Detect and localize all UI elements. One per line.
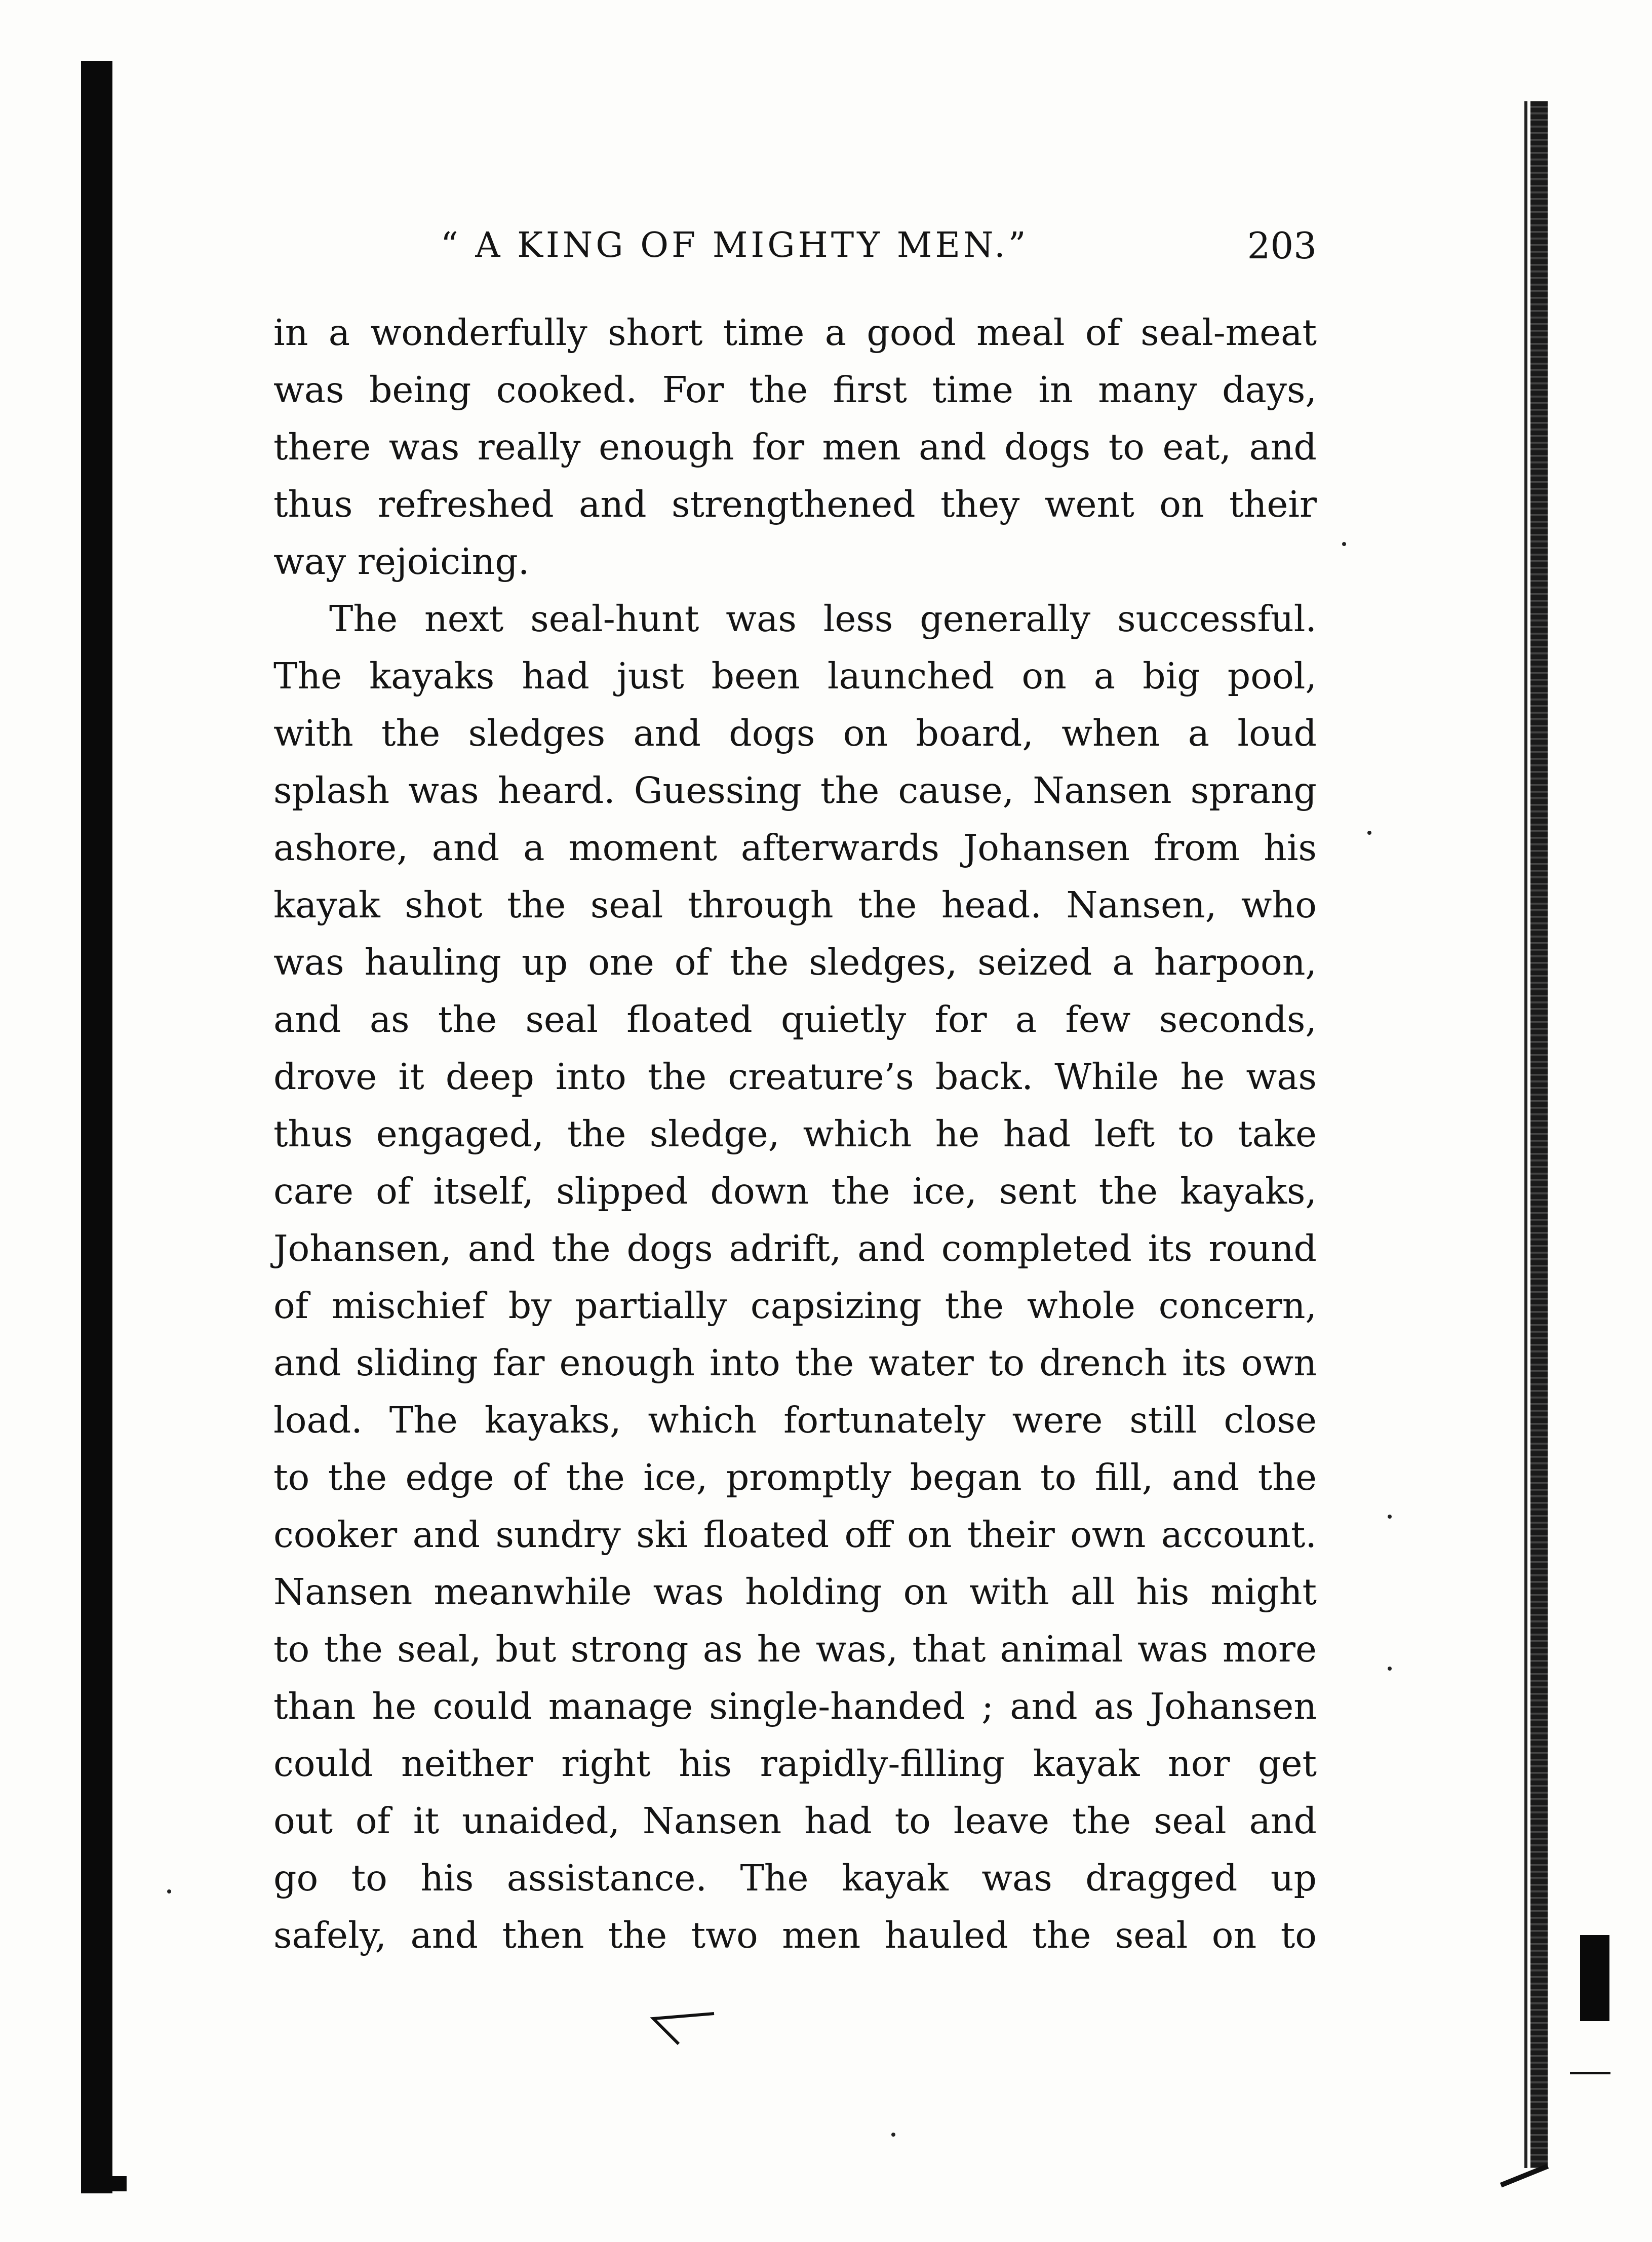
text-line: drove it deep into the creature’s back. While he was	[273, 1056, 1317, 1098]
text-line: cooker and sundry ski floated off on their own account.	[273, 1514, 1317, 1556]
text-line: could neither right his rapidly-filling kayak nor get	[273, 1743, 1317, 1785]
page-edge-texture-right	[1530, 101, 1548, 2168]
print-speck	[1388, 1515, 1392, 1519]
text-line: of mischief by partially capsizing the whole concern,	[273, 1285, 1317, 1327]
running-head-title: “ A KING OF MIGHTY MEN.”	[441, 225, 1029, 265]
running-header	[273, 223, 1317, 268]
binding-shadow-foot	[81, 2176, 127, 2191]
text-line: splash was heard. Guessing the cause, Nansen sprang	[273, 769, 1317, 811]
print-speck	[891, 2133, 895, 2137]
text-line: was being cooked. For the first time in many days,	[273, 369, 1317, 411]
print-speck	[167, 1889, 171, 1893]
text-line: there was really enough for men and dogs to eat, and	[273, 426, 1317, 468]
print-speck	[1342, 542, 1346, 546]
page-edge-stub-right	[1580, 1935, 1609, 2021]
binding-shadow-left	[81, 61, 112, 2193]
text-line: kayak shot the seal through the head. Nansen, who	[273, 884, 1317, 926]
text-line: to the edge of the ice, promptly began to fill, and the	[273, 1456, 1317, 1498]
pencil-caret-mark	[643, 2003, 719, 2049]
text-line: Nansen meanwhile was holding on with all his might	[273, 1571, 1317, 1613]
body-text	[273, 304, 1317, 1964]
text-line: in a wonderfully short time a good meal of seal-meat	[273, 312, 1317, 354]
text-line: out of it unaided, Nansen had to leave the seal and	[273, 1800, 1317, 1842]
text-line: ashore, and a moment afterwards Johansen from his	[273, 827, 1317, 869]
print-speck	[1367, 831, 1371, 835]
page-edge-rule-right	[1570, 2072, 1610, 2074]
text-line: was hauling up one of the sledges, seized a harpoon,	[273, 941, 1317, 983]
text-line: and as the seal floated quietly for a few seconds,	[273, 998, 1317, 1040]
text-line: than he could manage single-handed ; and as Johansen	[273, 1685, 1317, 1727]
text-line: load. The kayaks, which fortunately were still close	[273, 1399, 1317, 1441]
text-line: go to his assistance. The kayak was dragged up	[273, 1857, 1317, 1899]
text-line: Johansen, and the dogs adrift, and completed its round	[273, 1227, 1317, 1269]
text-line: safely, and then the two men hauled the seal on to	[273, 1914, 1317, 1956]
text-line: thus engaged, the sledge, which he had left to take	[273, 1113, 1317, 1155]
print-speck	[1388, 1667, 1392, 1671]
text-line: The kayaks had just been launched on a big pool,	[273, 655, 1317, 697]
text-line: thus refreshed and strengthened they went on their	[273, 483, 1317, 525]
page-number: 203	[1247, 224, 1317, 267]
page-edge-line-right	[1524, 101, 1527, 2168]
text-line: The next seal-hunt was less generally successful.	[329, 598, 1317, 640]
text-line: with the sledges and dogs on board, when a loud	[273, 712, 1317, 754]
text-line: care of itself, slipped down the ice, sent the kayaks,	[273, 1170, 1317, 1212]
text-line: to the seal, but strong as he was, that animal was more	[273, 1628, 1317, 1670]
text-line: way rejoicing.	[273, 540, 530, 583]
text-line: and sliding far enough into the water to drench its own	[273, 1342, 1317, 1384]
